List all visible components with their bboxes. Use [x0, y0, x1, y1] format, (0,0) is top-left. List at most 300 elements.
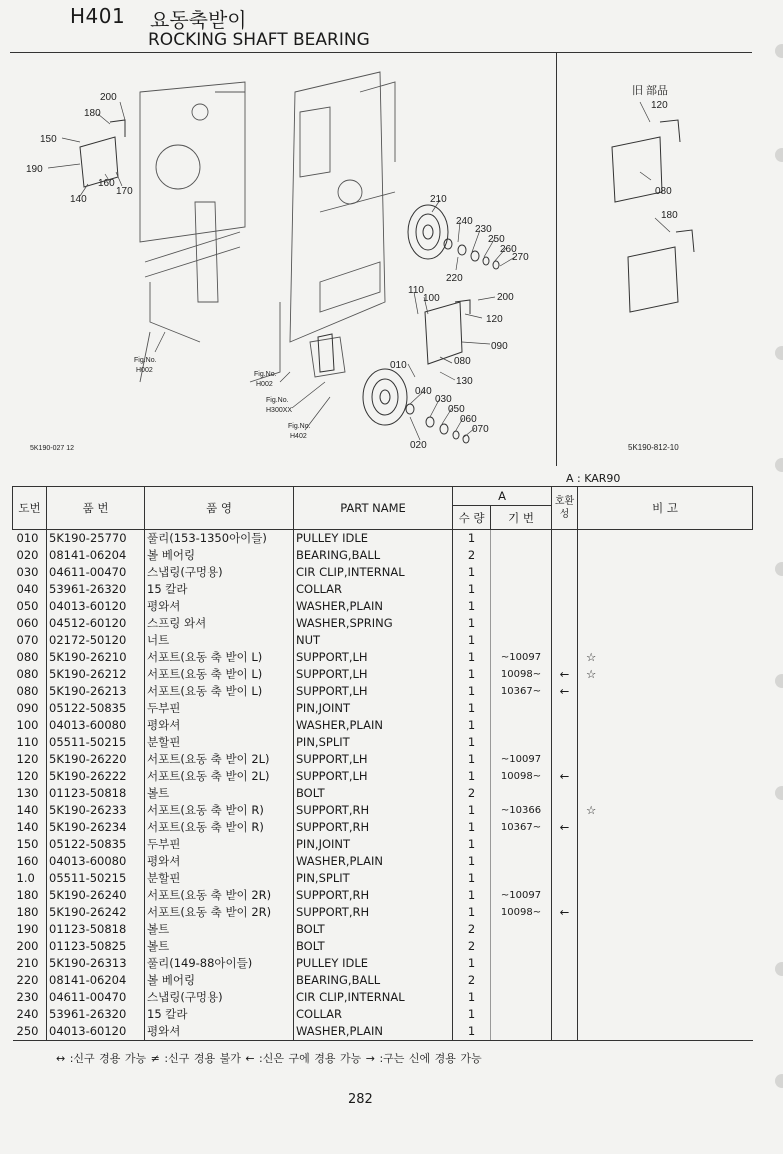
serial-range: 10367~: [491, 683, 552, 700]
part-ref-no: 160: [13, 853, 47, 870]
part-number: 5K190-26210: [47, 649, 145, 666]
quantity: 1: [453, 581, 491, 598]
svg-text:130: 130: [456, 376, 473, 387]
part-ref-no: 040: [13, 581, 47, 598]
remarks-mark: [578, 700, 753, 717]
part-number: 05122-50835: [47, 836, 145, 853]
figure-code-right: 5K190-812-10: [628, 443, 679, 452]
svg-text:140: 140: [70, 194, 87, 205]
quantity: 1: [453, 632, 491, 649]
part-name-korean: 볼트: [145, 921, 294, 938]
variant-note: A : KAR90: [566, 472, 621, 485]
table-row: [13, 666, 753, 683]
svg-text:040: 040: [415, 386, 432, 397]
svg-text:230: 230: [475, 224, 492, 235]
remarks-mark: [578, 887, 753, 904]
part-name-korean: 스냅링(구멍용): [145, 989, 294, 1006]
col-name-en: PART NAME: [294, 487, 453, 530]
quantity: 2: [453, 972, 491, 989]
serial-range: [491, 581, 552, 598]
part-name-korean: 서포트(요동 축 받이 2R): [145, 904, 294, 921]
interchange-mark: [552, 887, 578, 904]
remarks-mark: [578, 751, 753, 768]
interchange-mark: [552, 734, 578, 751]
interchange-mark: [552, 649, 578, 666]
interchange-mark: [552, 955, 578, 972]
remarks-mark: [578, 564, 753, 581]
table-row: [13, 921, 753, 938]
svg-text:220: 220: [446, 273, 463, 284]
ref-h002a-no: H002: [136, 367, 153, 374]
part-ref-no: 130: [13, 785, 47, 802]
quantity: 1: [453, 734, 491, 751]
part-ref-no: 080: [13, 683, 47, 700]
interchange-mark: [552, 547, 578, 564]
fig-refs: [30, 357, 311, 452]
svg-text:120: 120: [486, 314, 503, 325]
section-code: H401: [70, 4, 126, 28]
part-ref-no: 190: [13, 921, 47, 938]
serial-range: ~10097: [491, 751, 552, 768]
interchange-mark: [552, 581, 578, 598]
table-row: [13, 700, 753, 717]
svg-text:260: 260: [500, 244, 517, 255]
serial-range: [491, 717, 552, 734]
parts-table-header: [13, 487, 753, 530]
quantity: 1: [453, 1023, 491, 1041]
svg-text:200: 200: [100, 92, 117, 103]
binder-hole: [775, 44, 783, 58]
part-name-korean: 평와셔: [145, 717, 294, 734]
part-name-korean: 평와셔: [145, 853, 294, 870]
table-row: [13, 955, 753, 972]
remarks-mark: [578, 955, 753, 972]
serial-range: [491, 853, 552, 870]
part-ref-no: 090: [13, 700, 47, 717]
remarks-mark: [578, 870, 753, 887]
table-row: [13, 972, 753, 989]
serial-range: [491, 989, 552, 1006]
svg-text:210: 210: [430, 194, 447, 205]
svg-text:120: 120: [651, 100, 668, 111]
part-name-english: SUPPORT,RH: [294, 819, 453, 836]
part-number: 5K190-26212: [47, 666, 145, 683]
interchange-mark: [552, 921, 578, 938]
remarks-mark: [578, 581, 753, 598]
interchange-mark: [552, 870, 578, 887]
binder-hole: [775, 148, 783, 162]
part-name-korean: 15 칼라: [145, 1006, 294, 1023]
table-row: [13, 615, 753, 632]
quantity: 1: [453, 564, 491, 581]
binder-hole: [775, 674, 783, 688]
part-name-english: CIR CLIP,INTERNAL: [294, 989, 453, 1006]
col-serial: 기 번: [491, 506, 552, 530]
quantity: 2: [453, 547, 491, 564]
table-row: [13, 598, 753, 615]
quantity: 1: [453, 683, 491, 700]
interchange-legend: ↔ :신구 경용 가능 ≠ :신구 경용 불가 ← :신은 구에 경용 가능 → :구는 신에 경용 가능: [56, 1052, 482, 1065]
figure-code-left: 5K190-027 12: [30, 445, 74, 452]
quantity: 1: [453, 836, 491, 853]
col-interchange: 호환성: [552, 487, 578, 530]
part-name-korean: 스프링 와셔: [145, 615, 294, 632]
part-ref-no: 010: [13, 530, 47, 548]
title-korean: 요동축받이: [150, 8, 247, 32]
table-row: [13, 870, 753, 887]
quantity: 1: [453, 700, 491, 717]
part-number: 53961-26320: [47, 581, 145, 598]
col-group-a: A: [453, 487, 552, 506]
svg-text:110: 110: [408, 285, 424, 296]
part-name-english: WASHER,PLAIN: [294, 853, 453, 870]
part-number: 01123-50825: [47, 938, 145, 955]
binder-hole: [775, 346, 783, 360]
part-name-english: BEARING,BALL: [294, 547, 453, 564]
ref-h402-no: H402: [290, 433, 307, 440]
quantity: 1: [453, 666, 491, 683]
interchange-mark: ←: [552, 666, 578, 683]
interchange-mark: [552, 700, 578, 717]
part-name-korean: 서포트(요동 축 받이 L): [145, 666, 294, 683]
part-name-english: PIN,JOINT: [294, 836, 453, 853]
quantity: 1: [453, 870, 491, 887]
ref-h402-label: Fig.No.: [288, 423, 311, 430]
part-name-english: CIR CLIP,INTERNAL: [294, 564, 453, 581]
serial-range: ~10366: [491, 802, 552, 819]
interchange-mark: ←: [552, 904, 578, 921]
part-name-korean: 볼 베어링: [145, 972, 294, 989]
exploded-diagram: [0, 52, 783, 472]
interchange-mark: [552, 938, 578, 955]
quantity: 2: [453, 938, 491, 955]
table-row: [13, 581, 753, 598]
svg-text:150: 150: [40, 134, 57, 145]
quantity: 1: [453, 751, 491, 768]
part-number: 04013-60080: [47, 717, 145, 734]
part-ref-no: 180: [13, 887, 47, 904]
table-row: [13, 904, 753, 921]
part-name-english: SUPPORT,LH: [294, 649, 453, 666]
svg-text:060: 060: [460, 414, 477, 425]
svg-text:180: 180: [661, 210, 678, 221]
interchange-mark: [552, 564, 578, 581]
part-number: 53961-26320: [47, 1006, 145, 1023]
part-name-korean: 두부핀: [145, 700, 294, 717]
svg-text:030: 030: [435, 394, 452, 405]
part-name-english: SUPPORT,LH: [294, 666, 453, 683]
part-name-english: BOLT: [294, 785, 453, 802]
part-name-english: NUT: [294, 632, 453, 649]
part-ref-no: 220: [13, 972, 47, 989]
quantity: 1: [453, 717, 491, 734]
binder-hole: [775, 458, 783, 472]
part-ref-no: 120: [13, 768, 47, 785]
serial-range: [491, 547, 552, 564]
part-number: 04013-60080: [47, 853, 145, 870]
part-number: 04013-60120: [47, 598, 145, 615]
interchange-mark: [552, 989, 578, 1006]
svg-text:080: 080: [454, 356, 471, 367]
part-name-korean: 서포트(요동 축 받이 2L): [145, 751, 294, 768]
table-row: [13, 530, 753, 548]
serial-range: [491, 615, 552, 632]
interchange-mark: [552, 785, 578, 802]
quantity: 1: [453, 819, 491, 836]
support-brackets: [80, 120, 694, 372]
part-number: 04611-00470: [47, 989, 145, 1006]
part-number: 5K190-26313: [47, 955, 145, 972]
part-number: 04013-60120: [47, 1023, 145, 1041]
part-name-korean: 볼 베어링: [145, 547, 294, 564]
part-name-english: WASHER,PLAIN: [294, 1023, 453, 1041]
interchange-mark: [552, 632, 578, 649]
serial-range: 10098~: [491, 904, 552, 921]
part-name-english: SUPPORT,LH: [294, 768, 453, 785]
interchange-mark: [552, 836, 578, 853]
part-ref-no: 030: [13, 564, 47, 581]
ref-h002b-no: H002: [256, 381, 273, 388]
serial-range: 10367~: [491, 819, 552, 836]
remarks-mark: [578, 598, 753, 615]
quantity: 1: [453, 1006, 491, 1023]
serial-range: [491, 955, 552, 972]
serial-range: [491, 700, 552, 717]
part-ref-no: 060: [13, 615, 47, 632]
part-ref-no: 080: [13, 649, 47, 666]
ref-h002b-label: Fig.No.: [254, 371, 277, 378]
remarks-mark: [578, 904, 753, 921]
part-number: 04611-00470: [47, 564, 145, 581]
remarks-mark: [578, 989, 753, 1006]
part-ref-no: 140: [13, 802, 47, 819]
binder-hole: [775, 1074, 783, 1088]
serial-range: [491, 870, 552, 887]
old-parts-label: 旧 部品: [632, 85, 669, 97]
col-remarks: 비 고: [578, 487, 753, 530]
interchange-mark: ←: [552, 683, 578, 700]
part-name-english: PULLEY IDLE: [294, 955, 453, 972]
remarks-mark: [578, 1006, 753, 1023]
svg-text:180: 180: [84, 108, 101, 119]
pulley-idle-upper: [408, 205, 499, 269]
table-row: [13, 887, 753, 904]
part-name-english: BEARING,BALL: [294, 972, 453, 989]
table-row: [13, 564, 753, 581]
svg-text:160: 160: [98, 178, 115, 189]
quantity: 2: [453, 921, 491, 938]
quantity: 2: [453, 785, 491, 802]
part-name-english: SUPPORT,RH: [294, 802, 453, 819]
table-row: [13, 989, 753, 1006]
quantity: 1: [453, 853, 491, 870]
part-name-korean: 서포트(요동 축 받이 R): [145, 819, 294, 836]
part-name-korean: 서포트(요동 축 받이 L): [145, 683, 294, 700]
part-name-korean: 분할핀: [145, 734, 294, 751]
part-ref-no: 150: [13, 836, 47, 853]
table-row: [13, 1006, 753, 1023]
remarks-mark: [578, 768, 753, 785]
table-row: [13, 751, 753, 768]
serial-range: [491, 564, 552, 581]
interchange-mark: [552, 1023, 578, 1041]
interchange-mark: [552, 615, 578, 632]
interchange-mark: [552, 751, 578, 768]
interchange-mark: [552, 530, 578, 548]
table-row: [13, 785, 753, 802]
remarks-mark: [578, 615, 753, 632]
serial-range: ~10097: [491, 649, 552, 666]
part-name-english: SUPPORT,RH: [294, 887, 453, 904]
part-number: 05122-50835: [47, 700, 145, 717]
table-row: [13, 836, 753, 853]
leader-lines: [48, 102, 670, 440]
part-name-english: PIN,SPLIT: [294, 870, 453, 887]
part-number: 5K190-26222: [47, 768, 145, 785]
svg-text:100: 100: [423, 293, 440, 304]
part-name-english: WASHER,SPRING: [294, 615, 453, 632]
col-name-kr: 품 영: [145, 487, 294, 530]
interchange-mark: [552, 598, 578, 615]
part-number: 5K190-26234: [47, 819, 145, 836]
serial-range: [491, 972, 552, 989]
table-row: [13, 819, 753, 836]
part-name-english: SUPPORT,LH: [294, 751, 453, 768]
page-number: 282: [348, 1092, 373, 1107]
remarks-mark: ☆: [586, 667, 597, 681]
table-row: [13, 938, 753, 955]
part-number: 08141-06204: [47, 972, 145, 989]
table-row: [13, 734, 753, 751]
part-number: 01123-50818: [47, 785, 145, 802]
part-ref-no: 210: [13, 955, 47, 972]
part-name-korean: 평와셔: [145, 1023, 294, 1041]
quantity: 1: [453, 598, 491, 615]
svg-text:240: 240: [456, 216, 473, 227]
serial-range: [491, 598, 552, 615]
remarks-mark: [578, 853, 753, 870]
remarks-mark: [578, 836, 753, 853]
interchange-mark: [552, 717, 578, 734]
table-row: [13, 547, 753, 564]
quantity: 1: [453, 768, 491, 785]
remarks-mark: [578, 734, 753, 751]
part-name-korean: 풀리(153-1350아이들): [145, 530, 294, 548]
serial-range: [491, 785, 552, 802]
serial-range: ~10097: [491, 887, 552, 904]
serial-range: [491, 1023, 552, 1041]
quantity: 1: [453, 649, 491, 666]
interchange-mark: [552, 1006, 578, 1023]
part-ref-no: 120: [13, 751, 47, 768]
table-row: [13, 632, 753, 649]
part-name-korean: 서포트(요동 축 받이 R): [145, 802, 294, 819]
serial-range: [491, 530, 552, 548]
part-name-korean: 평와셔: [145, 598, 294, 615]
interchange-mark: ←: [552, 768, 578, 785]
part-number: 5K190-26233: [47, 802, 145, 819]
svg-text:010: 010: [390, 360, 407, 371]
part-name-english: WASHER,PLAIN: [294, 717, 453, 734]
remarks-mark: [578, 717, 753, 734]
table-row: [13, 802, 753, 819]
part-ref-no: 230: [13, 989, 47, 1006]
svg-text:080: 080: [655, 186, 672, 197]
part-ref-no: 070: [13, 632, 47, 649]
part-ref-no: 140: [13, 819, 47, 836]
quantity: 1: [453, 615, 491, 632]
part-name-english: COLLAR: [294, 581, 453, 598]
remarks-mark: [578, 921, 753, 938]
svg-text:250: 250: [488, 234, 505, 245]
quantity: 1: [453, 802, 491, 819]
part-name-english: PIN,SPLIT: [294, 734, 453, 751]
part-name-korean: 볼트: [145, 938, 294, 955]
table-row: [13, 1023, 753, 1041]
svg-text:050: 050: [448, 404, 465, 415]
part-ref-no: 240: [13, 1006, 47, 1023]
serial-range: 10098~: [491, 666, 552, 683]
col-part-no: 품 번: [47, 487, 145, 530]
svg-text:200: 200: [497, 292, 514, 303]
serial-range: 10098~: [491, 768, 552, 785]
remarks-mark: [578, 547, 753, 564]
part-name-korean: 너트: [145, 632, 294, 649]
part-number: 02172-50120: [47, 632, 145, 649]
svg-text:020: 020: [410, 440, 427, 451]
serial-range: [491, 921, 552, 938]
col-no: 도번: [13, 487, 47, 530]
part-number: 5K190-26213: [47, 683, 145, 700]
part-name-korean: 15 칼라: [145, 581, 294, 598]
serial-range: [491, 734, 552, 751]
quantity: 1: [453, 887, 491, 904]
remarks-mark: ☆: [586, 650, 597, 664]
remarks-mark: [578, 683, 753, 700]
svg-text:090: 090: [491, 341, 508, 352]
part-name-korean: 풀리(149-88아이들): [145, 955, 294, 972]
table-row: [13, 717, 753, 734]
svg-text:070: 070: [472, 424, 489, 435]
quantity: 1: [453, 955, 491, 972]
parts-table: [12, 486, 753, 1041]
interchange-mark: [552, 853, 578, 870]
serial-range: [491, 938, 552, 955]
part-number: 5K190-25770: [47, 530, 145, 548]
remarks-mark: [578, 785, 753, 802]
part-name-english: SUPPORT,RH: [294, 904, 453, 921]
interchange-mark: ←: [552, 819, 578, 836]
quantity: 1: [453, 904, 491, 921]
interchange-mark: [552, 802, 578, 819]
interchange-mark: [552, 972, 578, 989]
ref-h002a-label: Fig.No.: [134, 357, 157, 364]
table-row: [13, 649, 753, 666]
col-qty: 수 량: [453, 506, 491, 530]
serial-range: [491, 1006, 552, 1023]
quantity: 1: [453, 989, 491, 1006]
remarks-mark: ☆: [586, 803, 597, 817]
part-name-english: COLLAR: [294, 1006, 453, 1023]
part-name-english: PULLEY IDLE: [294, 530, 453, 548]
part-name-english: BOLT: [294, 938, 453, 955]
title-english: ROCKING SHAFT BEARING: [148, 30, 370, 50]
part-name-korean: 분할핀: [145, 870, 294, 887]
part-number: 05511-50215: [47, 734, 145, 751]
quantity: 1: [453, 530, 491, 548]
chassis-frame-center: [250, 72, 395, 382]
part-ref-no: 110: [13, 734, 47, 751]
